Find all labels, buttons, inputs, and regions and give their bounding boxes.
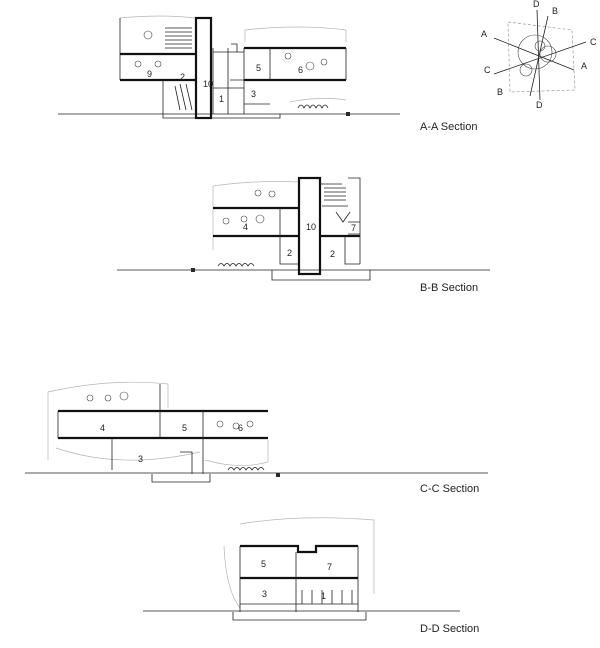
key-label-a-right: A bbox=[581, 61, 588, 71]
key-label-b-top: B bbox=[552, 6, 559, 16]
cc-room-4: 4 bbox=[100, 423, 106, 433]
key-label-c-right: C bbox=[590, 37, 597, 47]
section-dd-title: D-D Section bbox=[420, 623, 480, 635]
section-cc-title: C-C Section bbox=[420, 483, 480, 495]
section-bb-title: B-B Section bbox=[420, 282, 479, 294]
section-bb-drawing bbox=[117, 178, 490, 280]
key-label-d-bottom: D bbox=[536, 100, 543, 110]
bb-room-2-left: 2 bbox=[287, 248, 293, 258]
section-aa-title: A-A Section bbox=[420, 121, 478, 133]
dd-room-7: 7 bbox=[327, 562, 333, 572]
section-dd-drawing bbox=[143, 518, 460, 620]
key-label-c-left: C bbox=[484, 65, 491, 75]
dd-room-1: 1 bbox=[321, 591, 327, 601]
aa-room-2: 2 bbox=[180, 72, 186, 82]
dd-room-3: 3 bbox=[262, 589, 268, 599]
bb-room-2-right: 2 bbox=[330, 249, 336, 259]
dd-room-5: 5 bbox=[261, 559, 267, 569]
aa-room-10: 10 bbox=[203, 79, 214, 89]
aa-room-1: 1 bbox=[219, 94, 225, 104]
aa-room-6: 6 bbox=[298, 65, 304, 75]
key-label-a-left: A bbox=[481, 29, 488, 39]
cc-room-6: 6 bbox=[238, 423, 244, 433]
key-label-d-top: D bbox=[533, 0, 540, 9]
aa-room-3: 3 bbox=[251, 89, 257, 99]
bb-room-7: 7 bbox=[351, 223, 357, 233]
section-cc-drawing bbox=[25, 382, 488, 482]
section-aa-drawing bbox=[58, 16, 400, 118]
aa-room-5: 5 bbox=[256, 63, 262, 73]
bb-room-4: 4 bbox=[243, 222, 249, 232]
bb-room-10: 10 bbox=[306, 222, 317, 232]
key-label-b-bottom: B bbox=[497, 87, 504, 97]
key-plan-diagram bbox=[494, 10, 586, 100]
cc-room-3: 3 bbox=[138, 454, 144, 464]
aa-room-9: 9 bbox=[147, 69, 153, 79]
cc-room-5: 5 bbox=[182, 423, 188, 433]
